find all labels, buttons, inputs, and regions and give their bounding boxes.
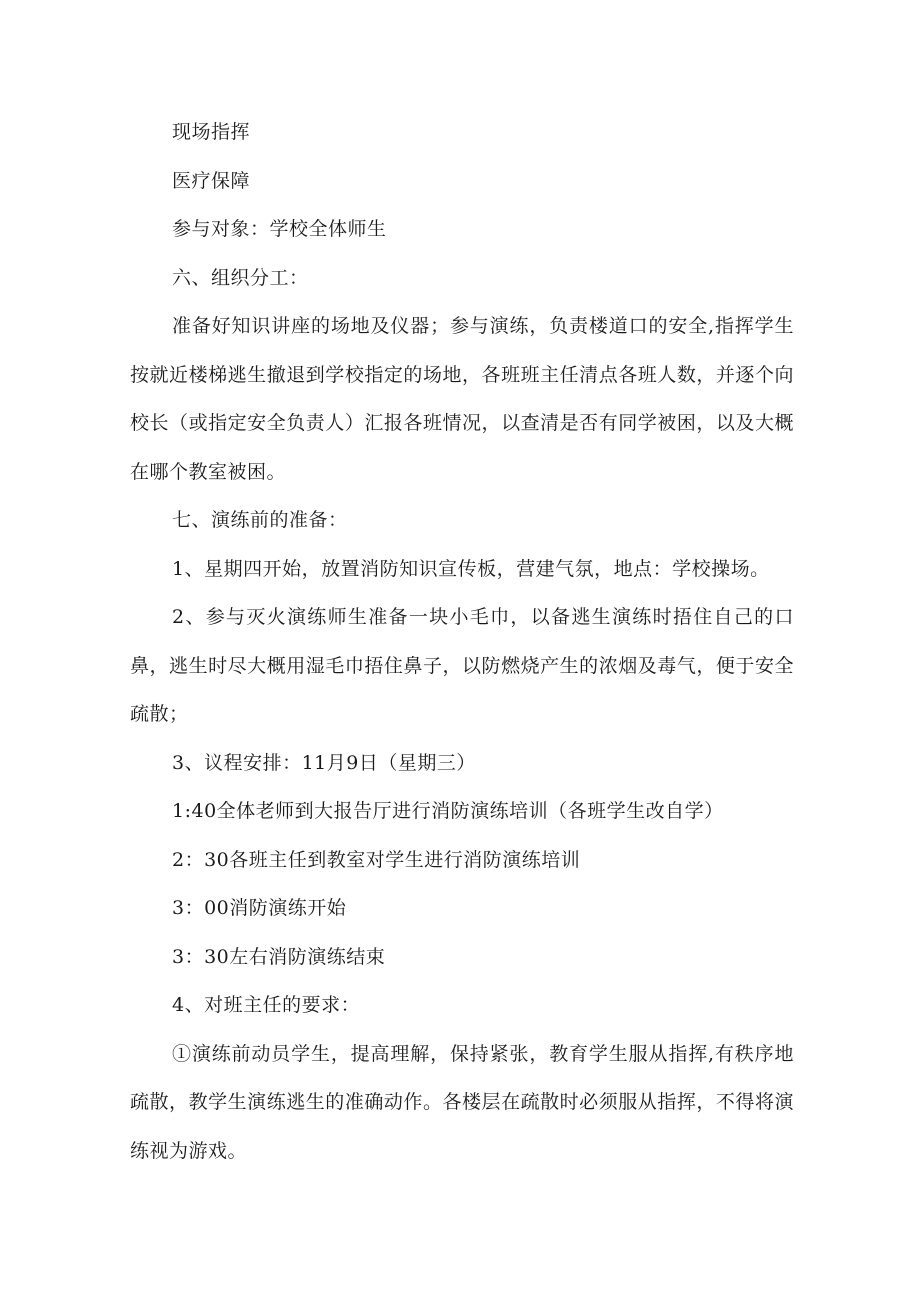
- paragraph-prep-item-1: 1、星期四开始，放置消防知识宣传板，营建气氛，地点：学校操场。: [172, 557, 770, 580]
- paragraph-prep-item-2: 2、参与灭火演练师生准备一块小毛巾，以备逃生演练时捂住自己的口鼻，逃生时尽大概用湿毛巾捂住鼻子，以防燃烧产生的浓烟及毒气，便于安全疏散；: [130, 606, 794, 725]
- section-heading-division-of-work: 六、组织分工：: [172, 266, 309, 289]
- section-heading-preparation: 七、演练前的准备：: [172, 509, 348, 531]
- paragraph-participants: 参与对象：学校全体师生: [172, 218, 387, 240]
- paragraph-field-command: 现场指挥: [172, 121, 251, 143]
- paragraph-prep-item-3: 3、议程安排：11月9日（星期三）: [172, 751, 476, 774]
- paragraph-medical-support: 医疗保障: [172, 169, 251, 192]
- paragraph-teacher-requirement-1: ①演练前动员学生，提高理解，保持紧张，教育学生服从指挥,有秩序地疏散，教学生演练逃生的准确动作。各楼层在疏散时必须服从指挥，不得将演练视为游戏。: [130, 1042, 794, 1162]
- document-body: [130, 108, 794, 1175]
- schedule-item-4: 3：30左右消防演练结束: [172, 945, 386, 968]
- schedule-item-2: 2：30各班主任到教室对学生进行消防演练培训: [172, 848, 581, 871]
- paragraph-prep-item-4: 4、对班主任的要求：: [172, 994, 361, 1016]
- schedule-item-3: 3：00消防演练开始: [172, 897, 347, 919]
- schedule-item-1: 1:40全体老师到大报告厅进行消防演练培训（各班学生改自学）: [172, 800, 724, 822]
- paragraph-division-of-work: 准备好知识讲座的场地及仪器；参与演练，负责楼道口的安全,指挥学生按就近楼梯逃生撤退到学校指定的场地，各班班主任清点各班人数，并逐个向校长（或指定安全负责人）汇报各班情况，以查清是否有同学被困，以及大概在哪个教室被困。: [130, 315, 794, 483]
